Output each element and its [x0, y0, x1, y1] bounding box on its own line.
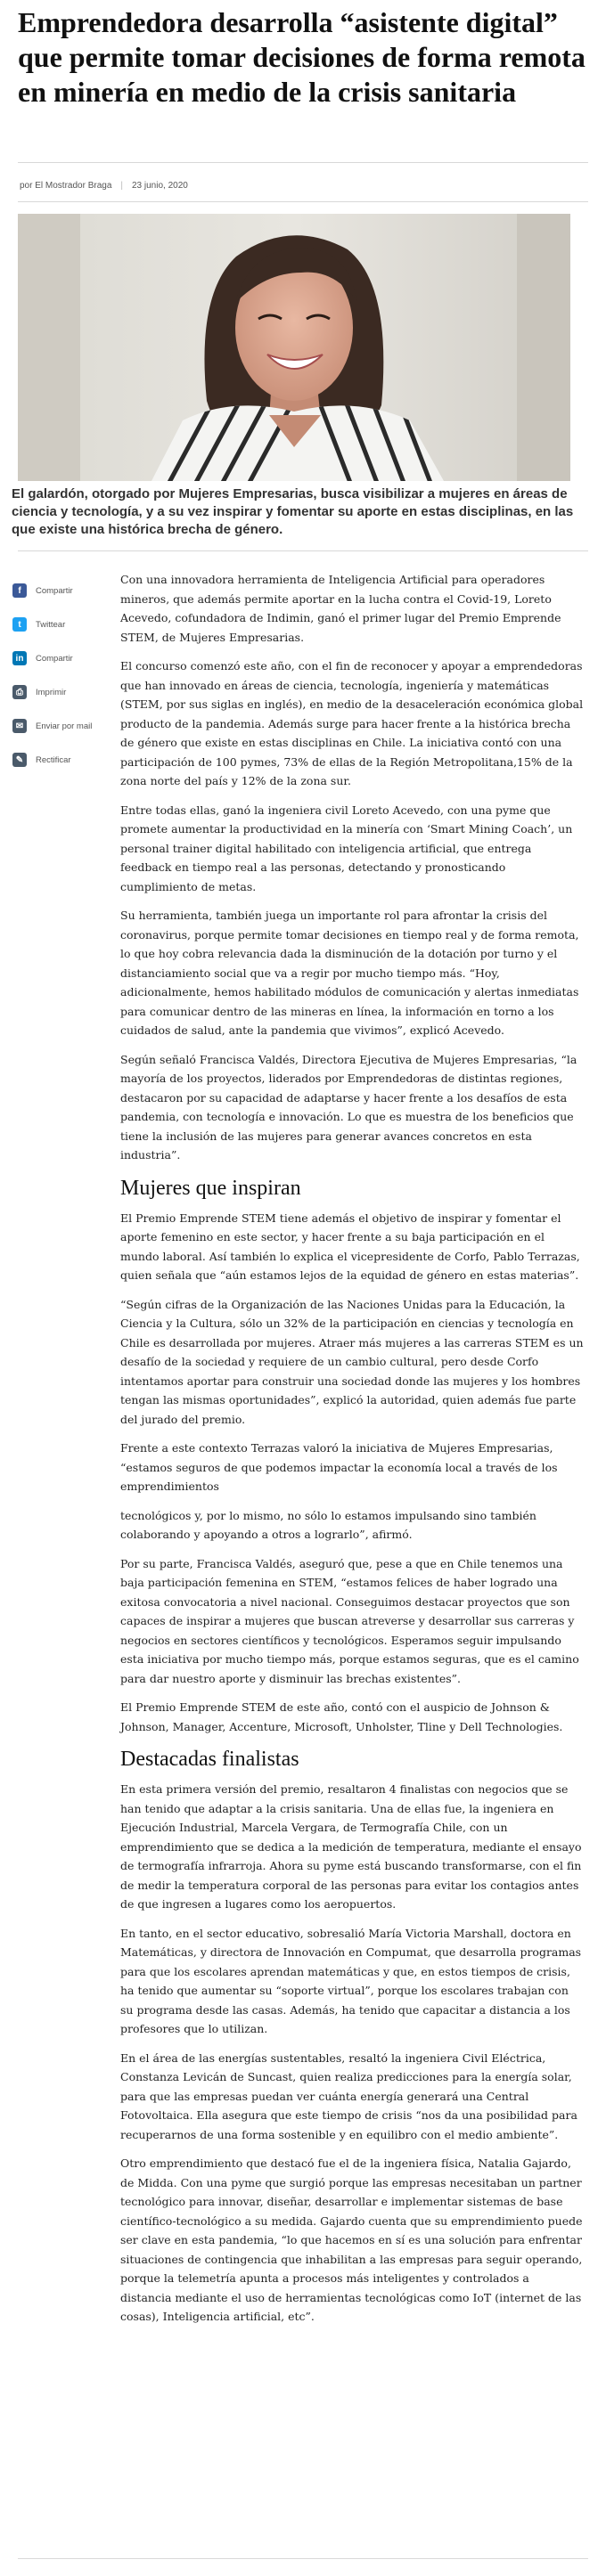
publish-date: 23 junio, 2020 [132, 181, 188, 191]
body-paragraph: El Premio Emprende STEM tiene además el objetivo de inspirar y fomentar el aporte femenino en este sector, y hacer frente a su baja participación en el mundo laboral. Así también lo explica el vicepresidente de Corfo, Pablo Terrazas, quien señala que “aún estamos lejos de la equidad de género en estas materias”. [120, 1211, 580, 1282]
share-label: Enviar por mail [36, 721, 93, 731]
twitter-icon: t [12, 617, 27, 632]
share-twitter-button[interactable] [12, 607, 111, 641]
print-button[interactable] [12, 675, 111, 709]
title-divider [18, 162, 588, 163]
body-paragraph: Frente a este contexto Terrazas valoró la iniciativa de Mujeres Empresarias, “estamos seguros de que podemos impactar la economía local a través de los emprendimientos [120, 1441, 558, 1493]
article-title: Emprendedora desarrolla “asistente digital” que permite tomar decisiones de forma remota en minería en medio de la crisis sanitaria [18, 6, 586, 108]
body-paragraph: tecnológicos y, por lo mismo, no sólo lo estamos impulsando sino también colaborando y apoyando a otros a lograrlo”, afirmó. [120, 1508, 536, 1541]
article-meta: por El Mostrador Braga | 23 junio, 2020 [20, 181, 188, 191]
footer-divider [18, 2558, 588, 2559]
share-label: Twittear [36, 619, 66, 630]
body-paragraph: Entre todas ellas, ganó la ingeniera civil Loreto Acevedo, con una pyme que promete aumentar la productividad en la minería con ‘Smart Mining Coach’, un personal trainer digital habilitado con inteligencia artificial, que entrega feedback en tiempo real a las personas, detectando y pronosticando cumplimiento de metas. [120, 803, 573, 893]
share-label: Compartir [36, 653, 73, 664]
share-linkedin-button[interactable] [12, 641, 111, 675]
body-paragraph: Otro emprendimiento que destacó fue el de la ingeniera física, Natalia Gajardo, de Midda. Con una pyme que surgió porque las empresas necesitaban un partner tecnológico para innovar, diseñar, desarrollar e implementar sistemas de base científico-tecnológico a su medida. Gajardo cuenta que su emprendimiento puede ser clave en esta pandemia, “lo que hacemos en sí es una solución para enfrentar situaciones de contingencia que inhabilitan a las empresas para seguir operando, porque la telemetría apunta a procesos más inteligentes y controlados a distancia mediante el uso de herramientas tecnológicas como IoT (internet de las cosas), Inteligencia artificial, etc”. [120, 2156, 583, 2323]
share-label: Imprimir [36, 687, 67, 697]
meta-divider [18, 201, 588, 202]
edit-icon: ✎ [12, 753, 27, 767]
body-paragraph: En esta primera versión del premio, resaltaron 4 finalistas con negocios que se han tenido que adaptar a la crisis sanitaria. Una de ellas fue, la ingeniera en Ejecución Industrial, Marcela Vergara, de Termografía Chile, con un emprendimiento que se dedica a la medición de temperatura, mediante el ensayo de termografía infrarroja. Ahora su pyme está buscando transformarse, con el fin de medir la temperatura corporal de las personas para evitar los contagios antes de que ingresen a lugares como los aeropuertos. [120, 1782, 582, 1911]
linkedin-icon: in [12, 651, 27, 665]
caption-divider [18, 550, 588, 551]
body-paragraph: En el área de las energías sustentables, resaltó la ingeniera Civil Eléctrica, Constanza Levicán de Suncast, quien realiza predicciones para la energía solar, para que las empresas puedan ver cuánta energía generará una Central Fotovoltaica. Ella asegura que este tiempo de crisis “nos da una posibilidad para recuperarnos de una forma sostenible y en equilibro con el medio ambiente”. [120, 2050, 577, 2141]
body-paragraph: Su herramienta, también juega un importante rol para afrontar la crisis del coronavirus, porque permite tomar decisiones en tiempo real y de forma remota, lo que hoy cobra relevancia dada la disminución de la dotación por turno y el distanciamiento social que va a regir por mucho tiempo más. “Hoy, adicionalmente, hemos habilitado módulos de comunicación y alertas inmediatas para comunicar dentro de las mineras en línea, la información en torno a los cuidados de salud, ante la pandemia que vivimos”, explicó Acevedo. [120, 909, 579, 1037]
section-heading: Destacadas finalistas [120, 1748, 299, 1771]
body-paragraph: Por su parte, Francisca Valdés, aseguró que, pese a que en Chile tenemos una baja participación femenina en STEM, “estamos felices de haber logrado una exitosa convocatoria a nivel nacional. Conseguimos destacar proyectos que son capaces de inspirar a mujeres que buscan atreverse y desarrollar sus carreras y negocios en sectores científicos y tecnológicos. Esperamos seguir impulsando esta iniciativa por mucho tiempo más, porque estamos seguras, que es el camino para dar nuestro aporte y disminuir las brechas existentes”. [120, 1556, 579, 1685]
section-heading: Mujeres que inspiran [120, 1176, 301, 1200]
photo-caption: El galardón, otorgado por Mujeres Empresarias, busca visibilizar a mujeres en áreas de ciencia y tecnología, y a su vez inspirar y fomentar su aporte en estas disciplinas, en las que existe una histórica brecha de género. [12, 486, 574, 537]
author-link[interactable]: por El Mostrador Braga [20, 181, 112, 191]
article-photo [18, 214, 570, 481]
rectify-button[interactable] [12, 743, 111, 777]
article-body [120, 570, 584, 2336]
share-toolbar [12, 574, 111, 777]
body-paragraph: El Premio Emprende STEM de este año, contó con el auspicio de Johnson & Johnson, Manager, Accenture, Microsoft, Unholster, Tline y Dell Technologies. [120, 1700, 563, 1733]
body-paragraph: En tanto, en el sector educativo, sobresalió María Victoria Marshall, doctora en Matemáticas, y directora de Innovación en Compumat, que desarrolla programas para que los escolares aprendan matemáticas y que, en estos tiempos de crisis, ha tenido que aumentar su “soporte virtual”, porque los escolares trabajan con su programa desde las casas. Además, ha tenido que capacitar a distancia a los profesores que lo utilizan. [120, 1926, 582, 2035]
email-button[interactable] [12, 709, 111, 743]
share-label: Rectificar [36, 754, 71, 765]
mail-icon: ✉ [12, 719, 27, 733]
facebook-icon: f [12, 583, 27, 598]
print-icon: ⎙ [12, 685, 27, 699]
body-paragraph: Según señaló Francisca Valdés, Directora Ejecutiva de Mujeres Empresarias, “la mayoría de los proyectos, liderados por Emprendedoras de distintas regiones, destacaron por su capacidad de adaptarse y hacer frente a los desafíos de esta pandemia, con tecnología e innovación. Lo que es muestra de los beneficios que tiene la inclusión de las mujeres para generar avances concretos en esta industria”. [120, 1052, 577, 1162]
share-facebook-button[interactable] [12, 574, 111, 607]
body-paragraph: “Según cifras de la Organización de las Naciones Unidas para la Educación, la Ciencia y la Cultura, sólo un 32% de la participación en ciencias y tecnología en Chile es desarrollada por mujeres. Atraer más mujeres a las carreras STEM es un desafío de la sociedad y requiere de un cambio cultural, pero desde Corfo intentamos aportar para construir una sociedad donde las mujeres y los hombres tengan las mismas oportunidades”, explicó la autoridad, quien además fue parte del jurado del premio. [120, 1297, 584, 1426]
portrait-image [18, 214, 570, 481]
share-label: Compartir [36, 585, 73, 596]
body-paragraph: El concurso comenzó este año, con el fin de reconocer y apoyar a emprendedoras que han innovado en áreas de ciencia, tecnología, ingeniería y matemáticas (STEM, por sus siglas en inglés), en medio de la desaceleración económica global producto de la pandemia. Además surge para hacer frente a la histórica brecha de género que existe en estas disciplinas en Chile. La iniciativa contó con una participación de 100 pymes, 73% de ellas de la Región Metropolitana,15% de la zona norte del país y 12% de la zona sur. [120, 659, 584, 787]
body-paragraph: Con una innovadora herramienta de Inteligencia Artificial para operadores mineros, que además permite aportar en la lucha contra el Covid-19, Loreto Acevedo, cofundadora de Indimin, ganó el primer lugar del Premio Emprende STEM, de Mujeres Empresarias. [120, 573, 561, 644]
